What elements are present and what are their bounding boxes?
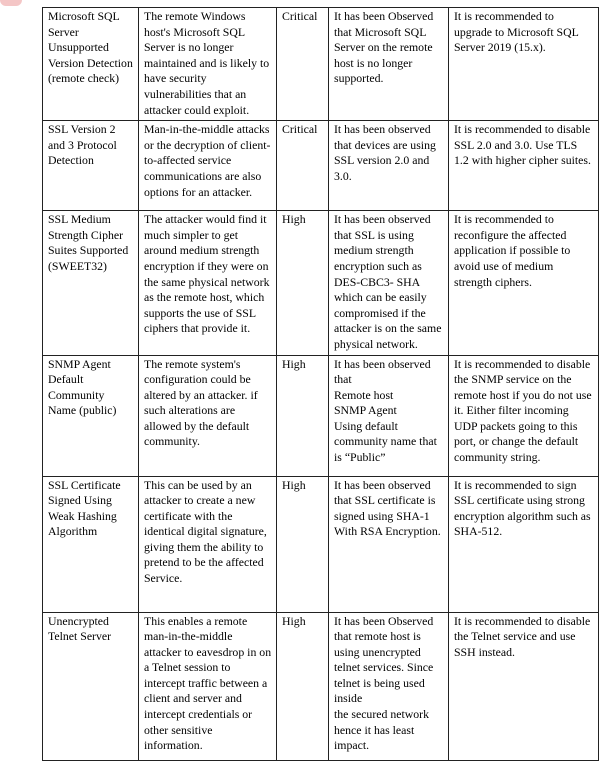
corner-highlight-mark: [0, 0, 22, 6]
recommendation-cell: It is recommended to reconfigure the affected application if possible to avoid use of medium strength ciphers.: [449, 211, 599, 355]
observation-cell: It has been observed that SSL certificate is signed using SHA-1 With RSA Encryption.: [329, 476, 449, 612]
description-cell: This enables a remote man-in-the-middle attacker to eavesdrop in on a Telnet session to intercept traffic between a client and server and intercept credentials or other sensitive information.: [139, 612, 277, 760]
recommendation-cell: It is recommended to sign SSL certificate using strong encryption algorithm such as SHA-512.: [449, 476, 599, 612]
table-row: [43, 8, 599, 121]
observation-cell: It has been observed that Remote host SNMP Agent Using default community name that is “Public”: [329, 355, 449, 476]
vulnerability-name-cell: SSL Version 2 and 3 Protocol Detection: [43, 121, 139, 211]
severity-cell: High: [277, 211, 329, 355]
table-row: [43, 121, 599, 211]
description-cell: The remote system's configuration could be altered by an attacker. if such alterations are allowed by the default community.: [139, 355, 277, 476]
recommendation-cell: It is recommended to disable the SNMP service on the remote host if you do not use it. Either filter incoming UDP packets going to this port, or change the default community string.: [449, 355, 599, 476]
observation-cell: It has been observed that devices are using SSL version 2.0 and 3.0.: [329, 121, 449, 211]
severity-cell: Critical: [277, 8, 329, 121]
vulnerability-name-cell: SSL Certificate Signed Using Weak Hashing Algorithm: [43, 476, 139, 612]
vulnerability-name-cell: SNMP Agent Default Community Name (public): [43, 355, 139, 476]
description-cell: This can be used by an attacker to create a new certificate with the identical digital signature, giving them the ability to pretend to be the affected Service.: [139, 476, 277, 612]
table-row: [43, 476, 599, 612]
vulnerability-name-cell: Unencrypted Telnet Server: [43, 612, 139, 760]
table-row: [43, 612, 599, 760]
observation-cell: It has been Observed that remote host is using unencrypted telnet services. Since telnet is being used inside the secured network hence it has least impact.: [329, 612, 449, 760]
severity-cell: High: [277, 612, 329, 760]
table-row: [43, 355, 599, 476]
severity-cell: High: [277, 355, 329, 476]
table-row: [43, 211, 599, 355]
description-cell: The attacker would find it much simpler to get around medium strength encryption if they were on the same physical network as the remote host, which supports the use of SSL ciphers that provide it.: [139, 211, 277, 355]
recommendation-cell: It is recommended to upgrade to Microsoft SQL Server 2019 (15.x).: [449, 8, 599, 121]
severity-cell: High: [277, 476, 329, 612]
vulnerability-name-cell: SSL Medium Strength Cipher Suites Supported (SWEET32): [43, 211, 139, 355]
severity-cell: Critical: [277, 121, 329, 211]
description-cell: The remote Windows host's Microsoft SQL Server is no longer maintained and is likely to have security vulnerabilities that an attacker could exploit.: [139, 8, 277, 121]
description-cell: Man-in-the-middle attacks or the decryption of client-to-affected service communications are also options for an attacker.: [139, 121, 277, 211]
recommendation-cell: It is recommended to disable the Telnet service and use SSH instead.: [449, 612, 599, 760]
observation-cell: It has been observed that SSL is using medium strength encryption such as DES-CBC3- SHA which can be easily compromised if the attacker is on the same physical network.: [329, 211, 449, 355]
vulnerability-name-cell: Microsoft SQL Server Unsupported Version Detection (remote check): [43, 8, 139, 121]
recommendation-cell: It is recommended to disable SSL 2.0 and 3.0. Use TLS 1.2 with higher cipher suites.: [449, 121, 599, 211]
observation-cell: It has been Observed that Microsoft SQL Server on the remote host is no longer supported.: [329, 8, 449, 121]
vulnerability-table: [42, 7, 599, 761]
